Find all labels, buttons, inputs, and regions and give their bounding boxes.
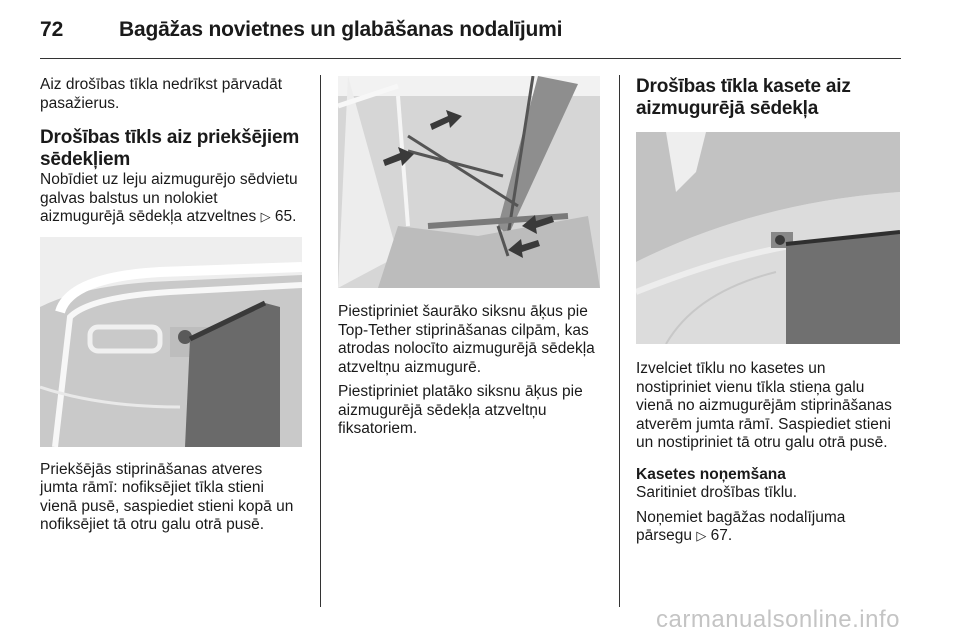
page-reference: 65. bbox=[274, 208, 297, 225]
fixing-paragraph: Priekšējās stiprināšanas atveres jumta rāmī: nofiksējiet tīkla stieni vienā pusē, saspiediet stieni kopā un nofiksējiet tā otru galu otrā pusē. bbox=[40, 460, 294, 533]
column-3 bbox=[636, 76, 904, 546]
header-rule bbox=[40, 58, 901, 59]
instruction-text: Nobīdiet uz leju aizmugurējo sēdvietu galvas balstus un nolokiet aizmugurējā sēdekļa atzveltnes bbox=[40, 171, 298, 225]
column-2 bbox=[338, 76, 602, 439]
page-title: Bagāžas novietnes un glabāšanas nodalījumi bbox=[119, 18, 563, 41]
figure-top-tether-straps bbox=[338, 76, 600, 288]
page-reference: 67. bbox=[710, 527, 733, 544]
triangle-right-icon: ▷ bbox=[696, 528, 707, 543]
column-divider-left bbox=[320, 75, 321, 607]
page-number: 72 bbox=[40, 18, 64, 41]
column-1 bbox=[40, 76, 302, 535]
figure-roof-frame-net bbox=[40, 237, 302, 447]
instruction-paragraph bbox=[40, 171, 302, 227]
section-heading-net-cassette: Drošības tīkla kasete aiz aizmugurējā sēdekļa bbox=[636, 76, 851, 119]
intro-paragraph: Aiz drošības tīkla nedrīkst pārvadāt pasažierus. bbox=[40, 76, 283, 112]
page-header bbox=[40, 18, 920, 46]
triangle-right-icon: ▷ bbox=[260, 209, 271, 224]
section-heading-front-net: Drošības tīkls aiz priekšējiem sēdekļiem bbox=[40, 127, 300, 170]
wide-straps-paragraph: Piestipriniet platāko siksnu āķus pie aizmugurējā sēdekļa atzveltņu fiksatoriem. bbox=[338, 383, 583, 437]
remove-cover-text: Noņemiet bagāžas nodalījuma pārsegu bbox=[636, 508, 846, 544]
remove-cover-paragraph bbox=[636, 509, 904, 546]
cassette-install-paragraph: Izvelciet tīklu no kasetes un nostipriniet vienu tīkla stieņa galu vienā no aizmugurējām stiprināšanas atverēm jumta rāmī. Saspiediet stieni un nostipriniet tā otru galu otrā pusē. bbox=[636, 360, 892, 451]
figure-net-cassette bbox=[636, 132, 900, 344]
column-divider-right bbox=[619, 75, 620, 607]
roll-up-paragraph: Saritiniet drošības tīklu. bbox=[636, 484, 798, 501]
watermark: carmanualsonline.info bbox=[656, 606, 900, 633]
narrow-straps-paragraph: Piestipriniet šaurāko siksnu āķus pie Top-Tether stiprināšanas cilpām, kas atrodas nolocīto aizmugurējā sēdekļa atzveltņu aizmugurē. bbox=[338, 303, 595, 376]
subheading-cassette-removal: Kasetes noņemšana bbox=[636, 465, 786, 483]
